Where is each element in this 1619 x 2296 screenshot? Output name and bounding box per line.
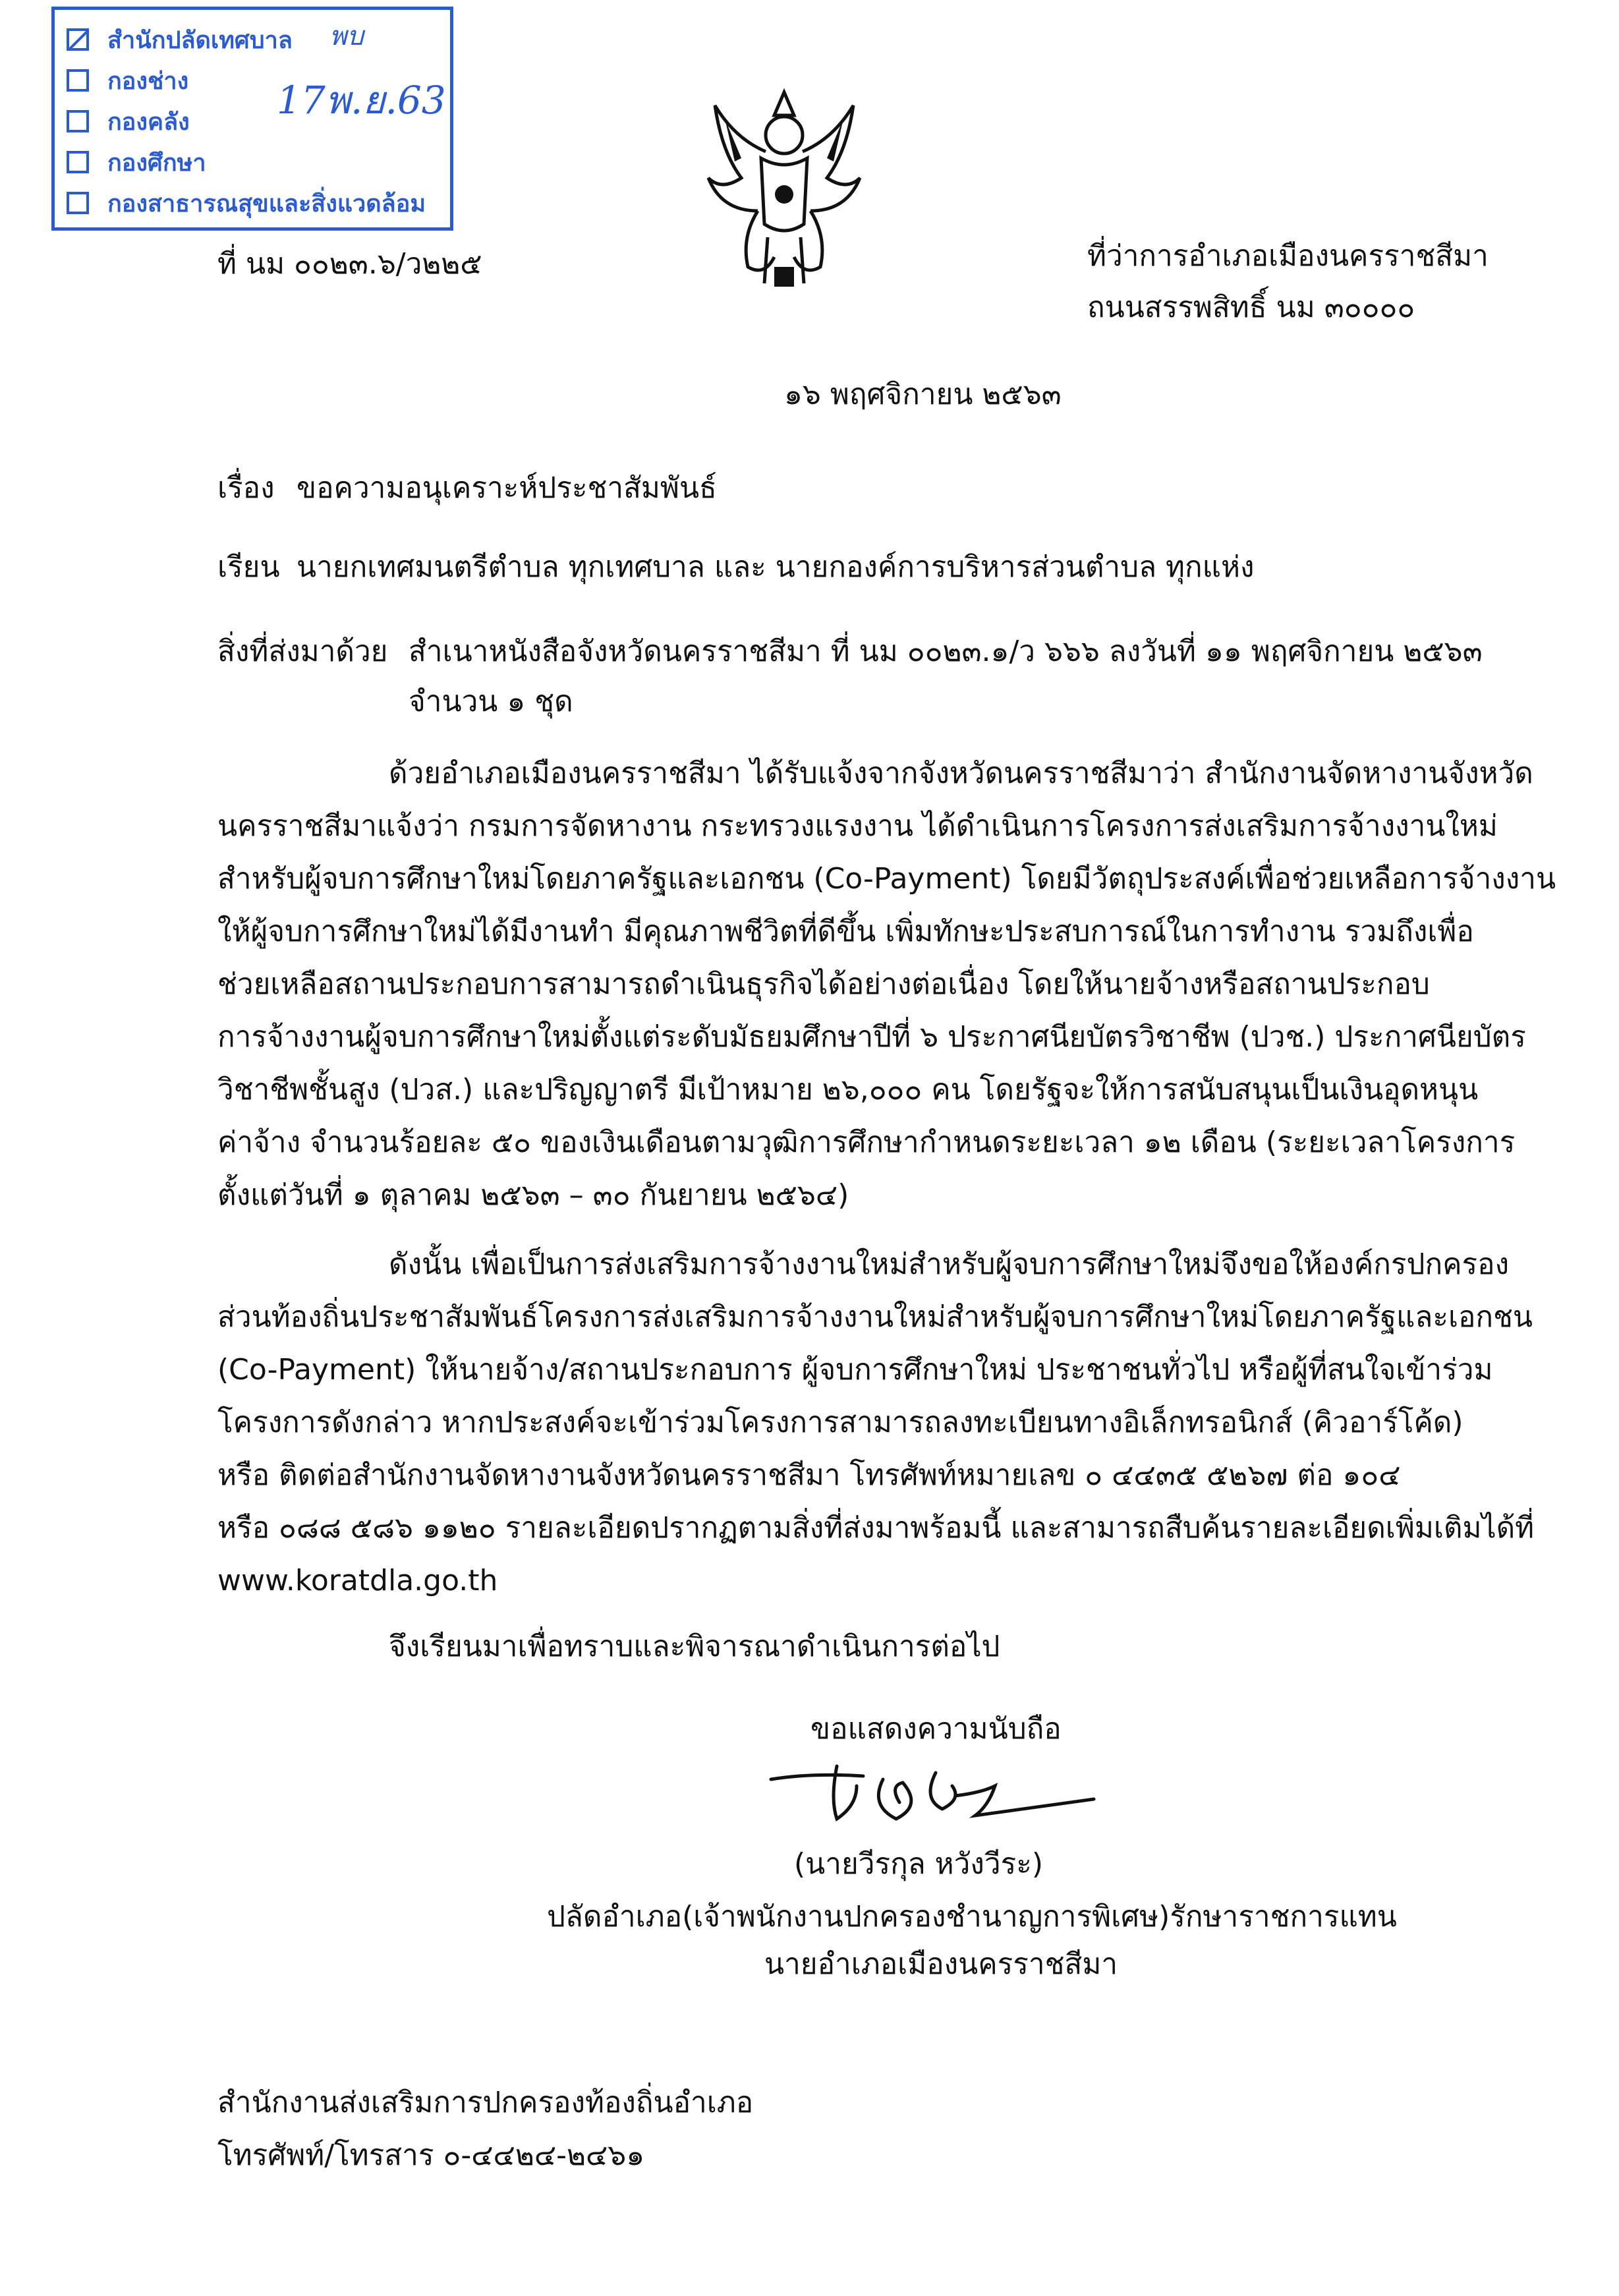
checkbox-icon (67, 192, 89, 214)
footer-phone: โทรศัพท์/โทรสาร ๐-๔๔๒๔-๒๔๖๑ (217, 2138, 645, 2172)
subject-text: ขอความอนุเคราะห์ประชาสัมพันธ์ (297, 471, 717, 505)
stamp-item-label: กองช่าง (107, 67, 189, 95)
signer-name: (นายวีรกุล หวังวีระ) (794, 1847, 1043, 1881)
letter-date: ๑๖ พฤศจิกายน ๒๕๖๓ (784, 378, 1062, 411)
stamp-item-label: กองสาธารณสุขและสิ่งแวดล้อม (107, 190, 426, 217)
closing-request: จึงเรียนมาเพื่อทราบและพิจารณาดำเนินการต่อไป (389, 1630, 1000, 1663)
paragraph1-line: การจ้างงานผู้จบการศึกษาใหม่ตั้งแต่ระดับมัธยมศึกษาปีที่ ๖ ประกาศนียบัตรวิชาชีพ (ปวช.) ประกาศนียบัตร (217, 1020, 1526, 1054)
paragraph1-line: ค่าจ้าง จำนวนร้อยละ ๕๐ ของเงินเดือนตามวุฒิการศึกษากำหนดระยะเวลา ๑๒ เดือน (ระยะเวลาโครงการ (217, 1126, 1516, 1159)
addressee-label: เรียน (217, 550, 280, 584)
signoff: ขอแสดงความนับถือ (810, 1712, 1062, 1746)
signer-title1: ปลัดอำเภอ(เจ้าพนักงานปกครองชำนาญการพิเศษ)รักษาราชการแทน (547, 1900, 1397, 1934)
paragraph2-line: www.koratdla.go.th (217, 1564, 498, 1597)
office-address-line1: ที่ว่าการอำเภอเมืองนครราชสีมา (1087, 239, 1489, 273)
paragraph2-line: โครงการดังกล่าว หากประสงค์จะเข้าร่วมโครงการสามารถลงทะเบียนทางอิเล็กทรอนิกส์ (คิวอาร์โค้ด) (217, 1406, 1463, 1439)
addressee-text: นายกเทศมนตรีตำบล ทุกเทศบาล และ นายกองค์การบริหารส่วนตำบล ทุกแห่ง (297, 550, 1255, 584)
paragraph1-line: สำหรับผู้จบการศึกษาใหม่โดยภาครัฐและเอกชน (Co-Payment) โดยมีวัตถุประสงค์เพื่อช่วยเหลือการจ้างงาน (217, 862, 1556, 896)
paragraph2-line: ส่วนท้องถิ่นประชาสัมพันธ์โครงการส่งเสริมการจ้างงานใหม่สำหรับผู้จบการศึกษาใหม่โดยภาครัฐและเอกชน (217, 1300, 1533, 1334)
stamp-item-label: กองคลัง (107, 108, 190, 136)
signature-image (764, 1746, 1107, 1832)
paragraph1-line: ตั้งแต่วันที่ ๑ ตุลาคม ๒๕๖๓ – ๓๐ กันยายน ๒๕๖๔) (217, 1178, 849, 1212)
garuda-emblem-icon (695, 79, 873, 297)
reference-number: ที่ นม ๐๐๒๓.๖/ว๒๒๕ (217, 247, 482, 281)
enclosure-line1: สำเนาหนังสือจังหวัดนครราชสีมา ที่ นม ๐๐๒๓.๑/ว ๖๖๖ ลงวันที่ ๑๑ พฤศจิกายน ๒๕๖๓ (409, 635, 1483, 668)
checkbox-icon (67, 28, 89, 51)
handwritten-initials: พบ (329, 21, 364, 51)
office-address-line2: ถนนสรรพสิทธิ์ นม ๓๐๐๐๐ (1087, 291, 1415, 324)
paragraph1-line: นครราชสีมาแจ้งว่า กรมการจัดหางาน กระทรวงแรงงาน ได้ดำเนินการโครงการส่งเสริมการจ้างงานใหม่ (217, 809, 1498, 843)
paragraph2-line: ดังนั้น เพื่อเป็นการส่งเสริมการจ้างงานใหม่สำหรับผู้จบการศึกษาใหม่จึงขอให้องค์กรปกครอง (389, 1248, 1510, 1281)
handwritten-date: 17พ.ย.63 (277, 78, 446, 123)
subject-label: เรื่อง (217, 471, 275, 505)
signer-title2: นายอำเภอเมืองนครราชสีมา (764, 1947, 1118, 1981)
paragraph1-line: ด้วยอำเภอเมืองนครราชสีมา ได้รับแจ้งจากจังหวัดนครราชสีมาว่า สำนักงานจัดหางานจังหวัด (389, 757, 1533, 790)
paragraph1-line: ช่วยเหลือสถานประกอบการสามารถดำเนินธุรกิจได้อย่างต่อเนื่อง โดยให้นายจ้างหรือสถานประกอบ (217, 967, 1430, 1001)
paragraph1-line: วิชาชีพชั้นสูง (ปวส.) และปริญญาตรี มีเป้าหมาย ๒๖,๐๐๐ คน โดยรัฐจะให้การสนับสนุนเป็นเงินอุดหนุน (217, 1073, 1479, 1106)
stamp-item-label: สำนักปลัดเทศบาล (107, 26, 293, 54)
paragraph2-line: หรือ ติดต่อสำนักงานจัดหางานจังหวัดนครราชสีมา โทรศัพท์หมายเลข ๐ ๔๔๓๕ ๕๒๖๗ ต่อ ๑๐๔ (217, 1458, 1401, 1492)
checkbox-icon (67, 151, 89, 173)
stamp-item-label: กองศึกษา (107, 149, 206, 177)
paragraph1-line: ให้ผู้จบการศึกษาใหม่ได้มีงานทำ มีคุณภาพชีวิตที่ดีขึ้น เพิ่มทักษะประสบการณ์ในการทำงาน รวมถึงเพื่อ (217, 915, 1474, 948)
paragraph2-line: (Co-Payment) ให้นายจ้าง/สถานประกอบการ ผู้จบการศึกษาใหม่ ประชาชนทั่วไป หรือผู้ที่สนใจเข้าร่วม (217, 1353, 1493, 1387)
enclosure-line2: จำนวน ๑ ชุด (409, 685, 573, 718)
footer-office: สำนักงานส่งเสริมการปกครองท้องถิ่นอำเภอ (217, 2086, 754, 2119)
stamp-item (67, 142, 438, 183)
checkbox-icon (67, 110, 89, 132)
enclosure-label: สิ่งที่ส่งมาด้วย (217, 635, 388, 668)
paragraph2-line: หรือ ๐๘๘ ๕๘๖ ๑๑๒๐ รายละเอียดปรากฏตามสิ่งที่ส่งมาพร้อมนี้ และสามารถสืบค้นรายละเอียดเพิ่มเติมได้ที่ (217, 1511, 1535, 1545)
stamp-item (67, 183, 438, 223)
stamp-item (67, 19, 438, 60)
checkbox-icon (67, 69, 89, 92)
